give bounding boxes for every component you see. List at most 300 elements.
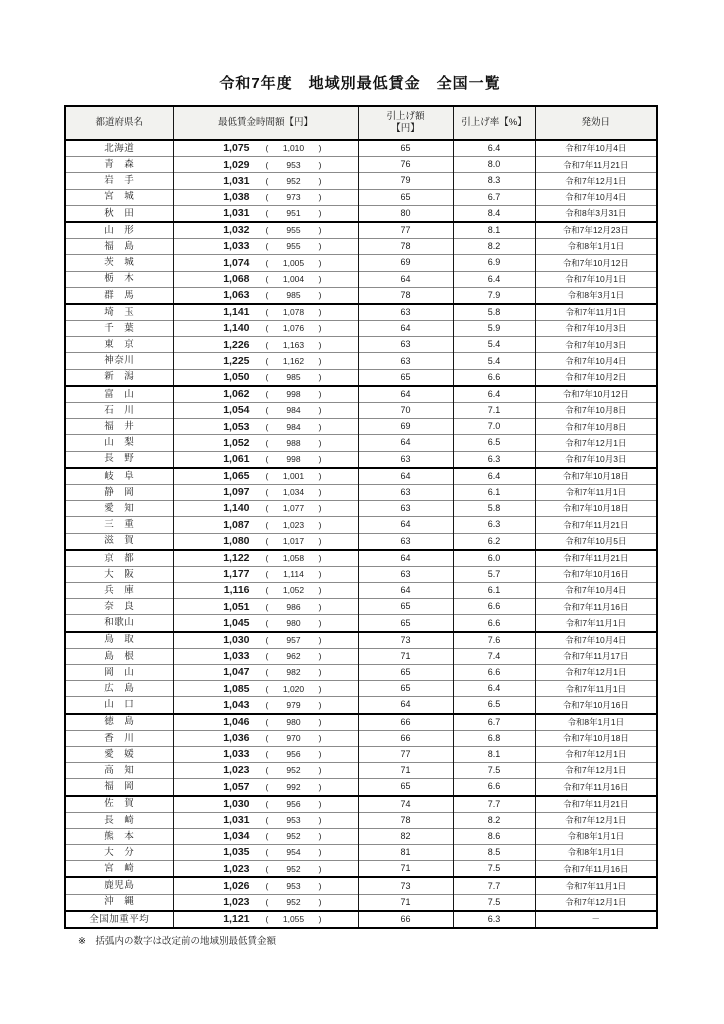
wage-cell — [210, 471, 322, 482]
wage-previous — [266, 734, 322, 743]
open-paren: ( — [265, 241, 269, 252]
table-row — [65, 796, 657, 813]
close-paren: ) — [318, 519, 322, 530]
wage-current: 1,038 — [223, 190, 250, 203]
open-paren: ( — [265, 781, 269, 792]
wage-previous-value: 1,114 — [283, 569, 304, 580]
wage-previous-value: 1,034 — [282, 487, 305, 498]
close-paren: ) — [318, 896, 322, 907]
wage-current: 1,097 — [223, 486, 250, 499]
prefecture-name: 山 形 — [104, 224, 135, 236]
raise-rate: 6.4 — [453, 681, 535, 697]
wage-previous-value: 985 — [286, 290, 301, 301]
raise-amount: 66 — [358, 730, 453, 746]
wage-previous — [266, 439, 322, 448]
wage-previous — [266, 701, 322, 710]
wage-previous-value: 962 — [286, 651, 301, 662]
open-paren: ( — [265, 553, 269, 564]
raise-rate: 6.0 — [453, 550, 535, 567]
wage-previous-value: 1,020 — [282, 683, 305, 694]
table-row — [65, 550, 657, 567]
effective-date: 令和7年10月3日 — [535, 321, 657, 337]
table-row — [65, 140, 657, 157]
prefecture-name: 全国加重平均 — [89, 913, 150, 925]
wage-current: 1,074 — [223, 256, 250, 269]
wage-current: 1,043 — [223, 698, 250, 711]
close-paren: ) — [318, 143, 322, 154]
raise-rate: 6.7 — [453, 189, 535, 205]
prefecture-name: 愛 媛 — [104, 748, 135, 760]
raise-rate: 7.7 — [453, 796, 535, 813]
close-paren: ) — [318, 699, 322, 710]
raise-amount: 63 — [358, 484, 453, 500]
close-paren: ) — [318, 503, 322, 514]
prefecture-name: 京 都 — [104, 552, 135, 564]
wage-cell — [210, 487, 322, 498]
wage-previous-value: 1,052 — [282, 585, 305, 596]
wage-previous-value: 1,001 — [282, 471, 305, 482]
wage-current: 1,031 — [223, 814, 250, 827]
effective-date: 令和7年11月17日 — [535, 648, 657, 664]
wage-previous-value: 985 — [286, 371, 301, 382]
wage-current: 1,140 — [223, 322, 250, 335]
raise-amount: 63 — [358, 304, 453, 321]
wage-cell — [210, 717, 322, 728]
wage-previous — [266, 898, 322, 907]
table-row — [65, 501, 657, 517]
raise-rate: 6.3 — [453, 911, 535, 928]
col-header-wage: 最低賃金時間額【円】 — [173, 106, 358, 140]
wage-cell — [210, 553, 322, 564]
wage-previous — [266, 357, 322, 366]
table-row — [65, 255, 657, 271]
open-paren: ( — [265, 634, 269, 645]
wage-previous — [266, 685, 322, 694]
effective-date: 令和7年10月4日 — [535, 353, 657, 369]
raise-rate: 6.4 — [453, 386, 535, 403]
wage-cell — [210, 815, 322, 826]
wage-current: 1,030 — [223, 797, 250, 810]
raise-rate: 6.4 — [453, 271, 535, 287]
raise-rate: 7.9 — [453, 287, 535, 304]
close-paren: ) — [318, 617, 322, 628]
raise-rate: 6.9 — [453, 255, 535, 271]
close-paren: ) — [318, 487, 322, 498]
prefecture-name: 高 知 — [104, 764, 135, 776]
raise-rate: 6.8 — [453, 730, 535, 746]
raise-rate: 6.2 — [453, 533, 535, 550]
raise-rate: 5.4 — [453, 337, 535, 353]
raise-rate: 6.3 — [453, 517, 535, 533]
close-paren: ) — [318, 863, 322, 874]
effective-date: 令和8年3月31日 — [535, 205, 657, 222]
close-paren: ) — [318, 585, 322, 596]
wage-cell — [210, 503, 322, 514]
raise-amount: 78 — [358, 287, 453, 304]
raise-rate: 7.4 — [453, 648, 535, 664]
raise-rate: 8.6 — [453, 828, 535, 844]
effective-date: 令和7年11月1日 — [535, 484, 657, 500]
wage-previous-value: 953 — [286, 159, 301, 170]
wage-previous-value: 953 — [286, 815, 301, 826]
raise-rate: 8.1 — [453, 746, 535, 762]
wage-current: 1,030 — [223, 633, 250, 646]
close-paren: ) — [318, 307, 322, 318]
close-paren: ) — [318, 733, 322, 744]
close-paren: ) — [318, 716, 322, 727]
table-row — [65, 337, 657, 353]
close-paren: ) — [318, 241, 322, 252]
close-paren: ) — [318, 371, 322, 382]
close-paren: ) — [318, 175, 322, 186]
wage-previous-value: 1,078 — [282, 307, 305, 318]
raise-amount: 63 — [358, 501, 453, 517]
prefecture-name: 長 崎 — [104, 814, 135, 826]
col-header-prefecture: 都道府県名 — [65, 106, 173, 140]
effective-date: 令和7年10月2日 — [535, 369, 657, 386]
close-paren: ) — [318, 257, 322, 268]
open-paren: ( — [265, 863, 269, 874]
wage-previous-value: 1,162 — [282, 355, 305, 366]
prefecture-name: 長 野 — [104, 453, 135, 465]
wage-current: 1,065 — [223, 470, 250, 483]
open-paren: ( — [265, 798, 269, 809]
raise-amount: 82 — [358, 828, 453, 844]
raise-rate: 8.0 — [453, 157, 535, 173]
prefecture-name: 東 京 — [104, 339, 135, 351]
raise-amount: 69 — [358, 419, 453, 435]
prefecture-name: 和歌山 — [104, 617, 135, 629]
raise-amount: 66 — [358, 714, 453, 731]
prefecture-name: 広 島 — [104, 683, 135, 695]
effective-date: 令和8年1月1日 — [535, 845, 657, 861]
wage-cell — [210, 192, 322, 203]
table-row — [65, 533, 657, 550]
raise-rate: 5.7 — [453, 566, 535, 582]
open-paren: ( — [265, 585, 269, 596]
prefecture-name: 神奈川 — [104, 355, 135, 367]
raise-rate: 6.4 — [453, 140, 535, 157]
wage-cell — [210, 733, 322, 744]
raise-amount: 74 — [358, 796, 453, 813]
wage-previous-value: 984 — [286, 421, 301, 432]
wage-cell — [210, 618, 322, 629]
raise-rate: 6.6 — [453, 615, 535, 632]
wage-previous — [266, 177, 322, 186]
wage-current: 1,121 — [223, 913, 250, 926]
wage-current: 1,046 — [223, 715, 250, 728]
effective-date: 令和7年10月12日 — [535, 255, 657, 271]
wage-cell — [210, 208, 322, 219]
raise-amount: 78 — [358, 812, 453, 828]
table-row — [65, 615, 657, 632]
wage-previous-value: 979 — [286, 699, 301, 710]
wage-cell — [210, 160, 322, 171]
effective-date: 令和7年10月5日 — [535, 533, 657, 550]
open-paren: ( — [265, 765, 269, 776]
effective-date: 令和7年10月4日 — [535, 140, 657, 157]
open-paren: ( — [265, 471, 269, 482]
wage-previous-value: 986 — [286, 601, 301, 612]
open-paren: ( — [265, 389, 269, 400]
wage-current: 1,032 — [223, 224, 250, 237]
wage-previous — [266, 488, 322, 497]
wage-cell — [210, 667, 322, 678]
wage-previous-value: 1,077 — [282, 503, 305, 514]
wage-cell — [210, 914, 322, 925]
wage-previous — [266, 390, 322, 399]
wage-cell — [210, 782, 322, 793]
table-row — [65, 828, 657, 844]
table-row — [65, 419, 657, 435]
effective-date: 令和8年1月1日 — [535, 714, 657, 731]
wage-current: 1,063 — [223, 289, 250, 302]
open-paren: ( — [265, 355, 269, 366]
wage-cell — [210, 700, 322, 711]
prefecture-name: 熊 本 — [104, 830, 135, 842]
prefecture-name: 富 山 — [104, 388, 135, 400]
wage-previous-value: 951 — [286, 208, 301, 219]
wage-previous — [266, 242, 322, 251]
wage-cell — [210, 176, 322, 187]
wage-current: 1,023 — [223, 862, 250, 875]
close-paren: ) — [318, 914, 322, 925]
effective-date: 令和7年10月18日 — [535, 730, 657, 746]
wage-cell — [210, 684, 322, 695]
wage-previous — [266, 259, 322, 268]
wage-cell — [210, 635, 322, 646]
wage-current: 1,034 — [223, 830, 250, 843]
raise-amount: 69 — [358, 255, 453, 271]
open-paren: ( — [265, 371, 269, 382]
wage-previous-value: 998 — [286, 389, 301, 400]
table-row — [65, 779, 657, 796]
wage-current: 1,053 — [223, 420, 250, 433]
close-paren: ) — [318, 290, 322, 301]
effective-date: 令和7年10月12日 — [535, 386, 657, 403]
raise-amount: 78 — [358, 239, 453, 255]
raise-amount: 63 — [358, 337, 453, 353]
raise-rate: 8.2 — [453, 812, 535, 828]
raise-amount: 70 — [358, 403, 453, 419]
prefecture-name: 青 森 — [104, 159, 135, 171]
table-row — [65, 681, 657, 697]
prefecture-name: 徳 島 — [104, 716, 135, 728]
wage-previous — [266, 668, 322, 677]
wage-cell — [210, 569, 322, 580]
table-row — [65, 304, 657, 321]
wage-previous — [266, 783, 322, 792]
wage-previous-value: 1,023 — [282, 519, 305, 530]
prefecture-name: 三 重 — [104, 519, 135, 531]
wage-current: 1,033 — [223, 748, 250, 761]
effective-date: 令和7年10月4日 — [535, 189, 657, 205]
raise-rate: 6.4 — [453, 468, 535, 485]
wage-current: 1,023 — [223, 895, 250, 908]
prefecture-name: 福 島 — [104, 240, 135, 252]
wage-cell — [210, 454, 322, 465]
effective-date: 令和7年10月18日 — [535, 501, 657, 517]
raise-amount: 71 — [358, 648, 453, 664]
prefecture-name: 奈 良 — [104, 601, 135, 613]
raise-rate: 6.5 — [453, 435, 535, 451]
prefecture-name: 群 馬 — [104, 289, 135, 301]
raise-amount: 77 — [358, 222, 453, 239]
wage-previous-value: 980 — [286, 617, 301, 628]
wage-current: 1,177 — [223, 568, 250, 581]
effective-date: 令和7年11月21日 — [535, 157, 657, 173]
wage-current: 1,031 — [223, 207, 250, 220]
open-paren: ( — [265, 896, 269, 907]
table-row — [65, 451, 657, 468]
wage-cell — [210, 323, 322, 334]
wage-cell — [210, 520, 322, 531]
header-row — [65, 106, 657, 140]
open-paren: ( — [265, 716, 269, 727]
wage-current: 1,050 — [223, 370, 250, 383]
table-row — [65, 517, 657, 533]
raise-amount: 64 — [358, 583, 453, 599]
close-paren: ) — [318, 535, 322, 546]
prefecture-name: 岩 手 — [104, 175, 135, 187]
close-paren: ) — [318, 601, 322, 612]
summary-row — [65, 911, 657, 928]
wage-cell — [210, 799, 322, 810]
wage-previous-value: 982 — [286, 667, 301, 678]
prefecture-name: 宮 崎 — [104, 863, 135, 875]
close-paren: ) — [318, 389, 322, 400]
wage-current: 1,026 — [223, 879, 250, 892]
effective-date: 令和7年10月3日 — [535, 451, 657, 468]
effective-date: 令和7年12月1日 — [535, 812, 657, 828]
wage-previous-value: 955 — [286, 225, 301, 236]
close-paren: ) — [318, 339, 322, 350]
open-paren: ( — [265, 569, 269, 580]
table-row — [65, 484, 657, 500]
raise-rate: 5.9 — [453, 321, 535, 337]
open-paren: ( — [265, 699, 269, 710]
effective-date: 令和7年11月21日 — [535, 796, 657, 813]
effective-date: 令和7年10月4日 — [535, 632, 657, 649]
wage-previous — [266, 209, 322, 218]
close-paren: ) — [318, 225, 322, 236]
close-paren: ) — [318, 208, 322, 219]
wage-previous-value: 1,017 — [282, 535, 305, 546]
wage-previous — [266, 144, 322, 153]
table-row — [65, 714, 657, 731]
wage-previous — [266, 308, 322, 317]
table-row — [65, 468, 657, 485]
wage-current: 1,061 — [223, 452, 250, 465]
raise-rate: 8.3 — [453, 173, 535, 189]
wage-cell — [210, 438, 322, 449]
wage-cell — [210, 340, 322, 351]
wage-current: 1,047 — [223, 666, 250, 679]
wage-cell — [210, 290, 322, 301]
effective-date: 令和7年10月18日 — [535, 468, 657, 485]
raise-rate: 5.4 — [453, 353, 535, 369]
wage-previous — [266, 275, 322, 284]
wage-cell — [210, 274, 322, 285]
wage-cell — [210, 143, 322, 154]
open-paren: ( — [265, 307, 269, 318]
close-paren: ) — [318, 569, 322, 580]
close-paren: ) — [318, 471, 322, 482]
raise-amount: 71 — [358, 763, 453, 779]
effective-date: 令和7年11月21日 — [535, 550, 657, 567]
close-paren: ) — [318, 453, 322, 464]
wage-current: 1,062 — [223, 388, 250, 401]
open-paren: ( — [265, 290, 269, 301]
open-paren: ( — [265, 601, 269, 612]
effective-date: 令和7年10月8日 — [535, 419, 657, 435]
open-paren: ( — [265, 815, 269, 826]
open-paren: ( — [265, 257, 269, 268]
raise-amount: 64 — [358, 386, 453, 403]
close-paren: ) — [318, 421, 322, 432]
close-paren: ) — [318, 798, 322, 809]
wage-previous — [266, 455, 322, 464]
open-paren: ( — [265, 667, 269, 678]
prefecture-name: 山 梨 — [104, 437, 135, 449]
raise-rate: 8.4 — [453, 205, 535, 222]
table-row — [65, 271, 657, 287]
raise-amount: 71 — [358, 894, 453, 911]
table-row — [65, 697, 657, 714]
raise-amount: 64 — [358, 321, 453, 337]
wage-previous — [266, 832, 322, 841]
wage-current: 1,033 — [223, 240, 250, 253]
close-paren: ) — [318, 667, 322, 678]
wage-previous-value: 952 — [286, 175, 301, 186]
open-paren: ( — [265, 535, 269, 546]
raise-rate: 8.5 — [453, 845, 535, 861]
wage-previous — [266, 865, 322, 874]
col-header-effective-date: 発効日 — [535, 106, 657, 140]
wage-previous-value: 1,058 — [282, 553, 305, 564]
table-row — [65, 566, 657, 582]
wage-current: 1,068 — [223, 272, 250, 285]
raise-rate: 6.1 — [453, 583, 535, 599]
prefecture-name: 香 川 — [104, 732, 135, 744]
effective-date: 令和7年12月1日 — [535, 894, 657, 911]
raise-amount: 65 — [358, 665, 453, 681]
wage-previous — [266, 521, 322, 530]
table-row — [65, 157, 657, 173]
raise-amount: 63 — [358, 566, 453, 582]
raise-amount: 73 — [358, 632, 453, 649]
wage-cell — [210, 749, 322, 760]
table-row — [65, 353, 657, 369]
page-title: 令和7年度 地域別最低賃金 全国一覧 — [219, 75, 501, 92]
wage-previous-value: 952 — [286, 863, 301, 874]
wage-previous — [266, 423, 322, 432]
raise-rate: 7.7 — [453, 877, 535, 894]
prefecture-name: 滋 賀 — [104, 535, 135, 547]
wage-previous — [266, 586, 322, 595]
wage-previous-value: 956 — [286, 749, 301, 760]
wage-cell — [210, 241, 322, 252]
raise-rate: 6.1 — [453, 484, 535, 500]
close-paren: ) — [318, 437, 322, 448]
wage-previous — [266, 882, 322, 891]
wage-previous-value: 1,004 — [282, 273, 305, 284]
open-paren: ( — [265, 519, 269, 530]
wage-current: 1,226 — [223, 338, 250, 351]
raise-amount: 63 — [358, 353, 453, 369]
table-row — [65, 205, 657, 222]
raise-amount: 65 — [358, 599, 453, 615]
